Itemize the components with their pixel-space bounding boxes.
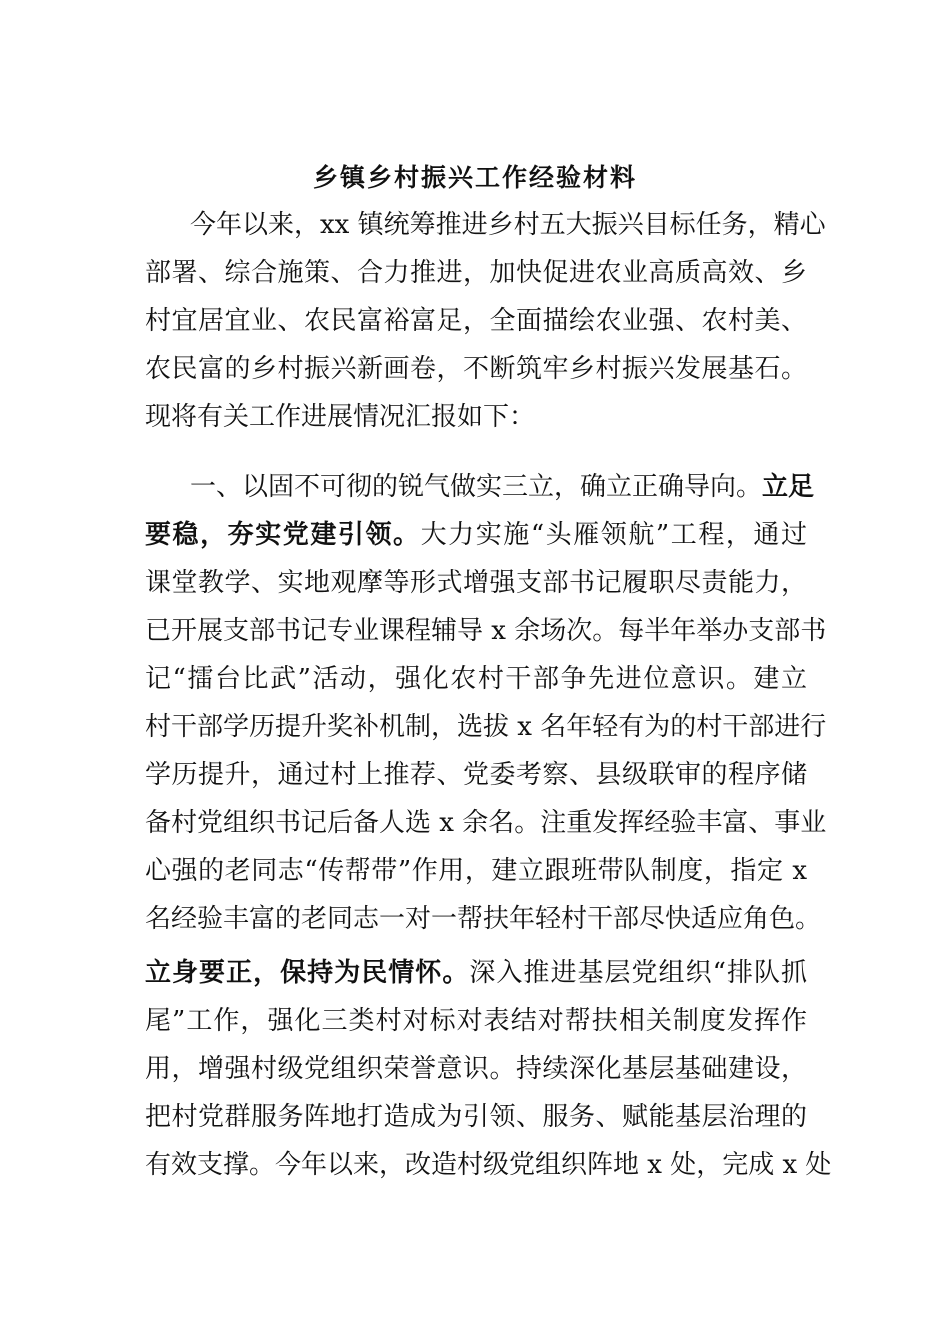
text-run: 一、以固不可彻的锐气做实三立，确立正确导向。 — [190, 472, 763, 502]
paragraph-line — [145, 805, 827, 841]
bold-run: 要稳，夯实党建引领。 — [145, 520, 421, 550]
text-run: 记“擂台比武”活动，强化农村干部争先进位意识。建立 — [145, 664, 807, 694]
text-run: 有效支撑。今年以来，改造村级党组织阵地 x 处，完成 x 处 — [145, 1150, 832, 1180]
bold-run: 立足 — [762, 472, 815, 502]
text-run: 部署、综合施策、合力推进，加快促进农业高质高效、乡 — [145, 258, 807, 288]
text-run: 现将有关工作进展情况汇报如下： — [145, 402, 536, 432]
paragraph-line — [145, 565, 807, 601]
text-run: 今年以来，xx 镇统筹推进乡村五大振兴目标任务，精心 — [190, 210, 826, 240]
text-run: 村宜居宜业、农民富裕富足，全面描绘农业强、农村美、 — [145, 306, 807, 336]
text-run: 已开展支部书记专业课程辅导 x 余场次。每半年举办支部书 — [145, 616, 827, 646]
text-run: 用，增强村级党组织荣誉意识。持续深化基层基础建设， — [145, 1054, 807, 1084]
text-run: 心强的老同志“传帮带”作用，建立跟班带队制度，指定 x — [145, 856, 807, 886]
paragraph-line — [145, 853, 807, 889]
document-title: 乡镇乡村振兴工作经验材料 — [312, 163, 637, 192]
text-run: 名经验丰富的老同志一对一帮扶年轻村干部尽快适应角色。 — [145, 904, 822, 934]
paragraph-line — [145, 757, 807, 793]
paragraph-line — [145, 901, 822, 937]
paragraph-line — [145, 1147, 832, 1183]
paragraph-line — [145, 351, 807, 387]
paragraph-line — [145, 1051, 807, 1087]
paragraph-line — [145, 399, 807, 435]
paragraph-line — [145, 517, 807, 553]
paragraph-line — [145, 709, 827, 745]
paragraph-line — [145, 613, 827, 649]
paragraph-line — [190, 469, 815, 505]
text-run: 大力实施“头雁领航”工程，通过 — [420, 520, 807, 550]
paragraph-line — [145, 1003, 807, 1039]
paragraph-line — [145, 303, 807, 339]
bold-run: 立身要正，保持为民情怀。 — [145, 958, 470, 988]
paragraph-line — [190, 207, 826, 243]
text-run: 村干部学历提升奖补机制，选拔 x 名年轻有为的村干部进行 — [145, 712, 827, 742]
text-run: 把村党群服务阵地打造成为引领、服务、赋能基层治理的 — [145, 1102, 807, 1132]
paragraph-line — [145, 955, 807, 991]
text-run: 尾”工作，强化三类村对标对表结对帮扶相关制度发挥作 — [145, 1006, 807, 1036]
text-run: 农民富的乡村振兴新画卷，不断筑牢乡村振兴发展基石。 — [145, 354, 807, 384]
paragraph-line — [145, 661, 807, 697]
text-run: 学历提升，通过村上推荐、党委考察、县级联审的程序储 — [145, 760, 807, 790]
text-run: 课堂教学、实地观摩等形式增强支部书记履职尽责能力， — [145, 568, 807, 598]
text-run: 深入推进基层党组织“排队抓 — [469, 958, 807, 988]
paragraph-line — [145, 1099, 807, 1135]
paragraph-line — [145, 255, 807, 291]
text-run: 备村党组织书记后备人选 x 余名。注重发挥经验丰富、事业 — [145, 808, 827, 838]
